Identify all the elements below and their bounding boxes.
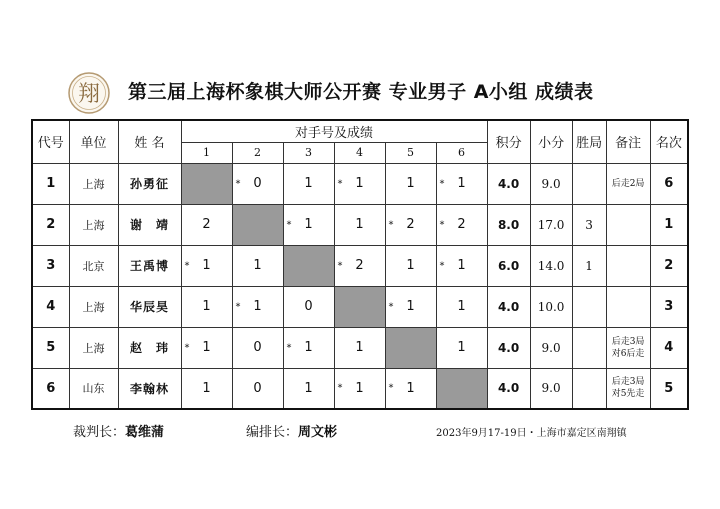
- result-cell: [181, 368, 232, 409]
- result-cell: [232, 327, 283, 368]
- result-score: 1: [406, 258, 415, 273]
- result-cell: [334, 368, 385, 409]
- player-name: 李翰林: [118, 368, 181, 409]
- player-remarks: [606, 286, 650, 327]
- self-cell: [181, 163, 232, 204]
- result-cell: [181, 286, 232, 327]
- result-cell: [436, 204, 487, 245]
- result-cell: [232, 286, 283, 327]
- referee-label: 裁判长：: [73, 425, 126, 440]
- player-code: 1: [32, 163, 69, 204]
- result-score: 1: [304, 340, 313, 355]
- result-score: 0: [253, 340, 262, 355]
- result-score: 2: [406, 217, 415, 232]
- player-name: 王禹博: [118, 245, 181, 286]
- date-location: 2023年9月17-19日・上海市嘉定区南翔镇: [436, 428, 627, 439]
- result-cell: [385, 286, 436, 327]
- referee-name: 葛维蒲: [125, 425, 165, 440]
- result-cell: [385, 163, 436, 204]
- self-cell: [385, 327, 436, 368]
- result-score: 1: [355, 380, 364, 396]
- result-cell: [436, 245, 487, 286]
- result-cell: [232, 245, 283, 286]
- result-cell: [385, 245, 436, 286]
- player-code: 4: [32, 286, 69, 327]
- first-move-mark: *: [184, 260, 190, 271]
- player-rank: 3: [650, 286, 688, 327]
- player-points: 4.0: [487, 327, 530, 368]
- table-row: [32, 368, 688, 409]
- result-cell: [283, 368, 334, 409]
- result-score: 0: [253, 176, 262, 191]
- table-row: [32, 286, 688, 327]
- header-rank: 名次: [650, 120, 688, 163]
- result-score: 1: [355, 176, 364, 191]
- player-code: 2: [32, 204, 69, 245]
- player-name: 孙勇征: [118, 163, 181, 204]
- opponent-number-header: 2: [232, 142, 283, 163]
- opponent-number-header: 4: [334, 142, 385, 163]
- header-name: 姓 名: [118, 120, 181, 163]
- player-points: 4.0: [487, 163, 530, 204]
- table-row: [32, 245, 688, 286]
- result-score: 1: [406, 176, 415, 191]
- table-row: [32, 204, 688, 245]
- result-score: 1: [457, 340, 466, 355]
- result-score: 0: [304, 299, 313, 314]
- player-points: 4.0: [487, 368, 530, 409]
- first-move-mark: *: [235, 301, 241, 312]
- result-cell: [232, 368, 283, 409]
- player-points: 6.0: [487, 245, 530, 286]
- player-remarks: [606, 163, 650, 204]
- player-rank: 4: [650, 327, 688, 368]
- first-move-mark: *: [337, 178, 343, 189]
- result-cell: [181, 204, 232, 245]
- result-cell: [232, 163, 283, 204]
- player-code: 5: [32, 327, 69, 368]
- result-cell: [181, 245, 232, 286]
- first-move-mark: *: [439, 178, 445, 189]
- player-remarks: [606, 245, 650, 286]
- player-unit: 山东: [69, 368, 118, 409]
- player-name: 赵 玮: [118, 327, 181, 368]
- table-row: [32, 163, 688, 204]
- page-title: 第三届上海杯象棋大师公开赛 专业男子 A小组 成绩表: [128, 81, 594, 103]
- player-small-points: 9.0: [530, 327, 572, 368]
- player-rank: 2: [650, 245, 688, 286]
- header-opponent-group: 对手号及成绩: [181, 120, 487, 142]
- logo-glyph: 翔: [77, 82, 101, 107]
- player-code: 6: [32, 368, 69, 409]
- opponent-number-header: 1: [181, 142, 232, 163]
- result-score: 1: [253, 258, 262, 273]
- header-wins: 胜局: [572, 120, 606, 163]
- result-score: 1: [202, 299, 211, 314]
- player-wins: [572, 163, 606, 204]
- arbiter: [246, 421, 337, 440]
- player-unit: 北京: [69, 245, 118, 286]
- result-cell: [283, 327, 334, 368]
- first-move-mark: *: [337, 382, 343, 394]
- result-cell: [334, 327, 385, 368]
- player-wins: 3: [572, 204, 606, 245]
- first-move-mark: *: [388, 301, 394, 312]
- first-move-mark: *: [235, 178, 241, 189]
- player-wins: [572, 286, 606, 327]
- player-small-points: 10.0: [530, 286, 572, 327]
- result-cell: [436, 163, 487, 204]
- table-row: [32, 327, 688, 368]
- player-unit: 上海: [69, 163, 118, 204]
- player-name: 华辰昊: [118, 286, 181, 327]
- player-remarks: [606, 327, 650, 368]
- remark-line: 后走2局: [611, 178, 645, 189]
- tournament-logo: [67, 71, 111, 115]
- result-cell: [385, 204, 436, 245]
- remark-line: 后走3局: [611, 336, 645, 347]
- arbiter-name: 周文彬: [298, 425, 338, 440]
- result-cell: [283, 163, 334, 204]
- result-score: 1: [202, 380, 211, 396]
- result-cell: [436, 327, 487, 368]
- header-unit: 单位: [69, 120, 118, 163]
- player-wins: [572, 327, 606, 368]
- remark-line: 对5先走: [611, 389, 645, 400]
- result-score: 1: [457, 176, 466, 191]
- header-remarks: 备注: [606, 120, 650, 163]
- result-score: 1: [355, 340, 364, 355]
- player-rank: 1: [650, 204, 688, 245]
- player-remarks: [606, 368, 650, 409]
- result-cell: [436, 286, 487, 327]
- player-name: 谢 靖: [118, 204, 181, 245]
- opponent-number-header: 3: [283, 142, 334, 163]
- first-move-mark: *: [388, 219, 394, 230]
- referee: [73, 421, 164, 440]
- player-code: 3: [32, 245, 69, 286]
- first-move-mark: *: [337, 260, 343, 271]
- result-score: 2: [202, 217, 211, 232]
- player-points: 4.0: [487, 286, 530, 327]
- player-remarks: [606, 204, 650, 245]
- first-move-mark: *: [286, 342, 292, 353]
- player-rank: 6: [650, 163, 688, 204]
- result-cell: [334, 204, 385, 245]
- header-points: 积分: [487, 120, 530, 163]
- self-cell: [232, 204, 283, 245]
- header-code: 代号: [32, 120, 69, 163]
- result-cell: [385, 368, 436, 409]
- result-score: 1: [202, 258, 211, 273]
- result-score: 1: [304, 380, 313, 396]
- remark-line: 后走3局: [611, 377, 645, 388]
- player-unit: 上海: [69, 204, 118, 245]
- player-points: 8.0: [487, 204, 530, 245]
- result-score: 1: [457, 299, 466, 314]
- result-score: 0: [253, 380, 262, 396]
- opponent-number-header: 5: [385, 142, 436, 163]
- result-cell: [181, 327, 232, 368]
- header-small-points: 小分: [530, 120, 572, 163]
- first-move-mark: *: [184, 342, 190, 353]
- result-score: 1: [253, 299, 262, 314]
- player-wins: 1: [572, 245, 606, 286]
- result-score: 1: [406, 299, 415, 314]
- player-unit: 上海: [69, 327, 118, 368]
- result-cell: [283, 286, 334, 327]
- self-cell: [436, 368, 487, 409]
- player-small-points: 17.0: [530, 204, 572, 245]
- result-cell: [283, 204, 334, 245]
- player-small-points: 9.0: [530, 163, 572, 204]
- result-score: 2: [355, 258, 364, 273]
- result-score: 1: [406, 380, 415, 396]
- player-rank: 5: [650, 368, 688, 409]
- result-score: 2: [457, 217, 466, 232]
- self-cell: [283, 245, 334, 286]
- result-cell: [334, 245, 385, 286]
- result-score: 1: [304, 217, 313, 232]
- result-score: 1: [355, 217, 364, 232]
- remark-line: 对6后走: [611, 348, 645, 359]
- result-cell: [334, 163, 385, 204]
- opponent-number-header: 6: [436, 142, 487, 163]
- player-small-points: 14.0: [530, 245, 572, 286]
- player-wins: [572, 368, 606, 409]
- first-move-mark: *: [439, 219, 445, 230]
- result-score: 1: [304, 176, 313, 191]
- first-move-mark: *: [439, 260, 445, 271]
- self-cell: [334, 286, 385, 327]
- player-unit: 上海: [69, 286, 118, 327]
- first-move-mark: *: [388, 382, 394, 394]
- first-move-mark: *: [286, 219, 292, 230]
- results-table: [31, 119, 689, 410]
- result-score: 1: [457, 258, 466, 273]
- player-small-points: 9.0: [530, 368, 572, 409]
- arbiter-label: 编排长：: [246, 425, 299, 440]
- result-score: 1: [202, 340, 211, 355]
